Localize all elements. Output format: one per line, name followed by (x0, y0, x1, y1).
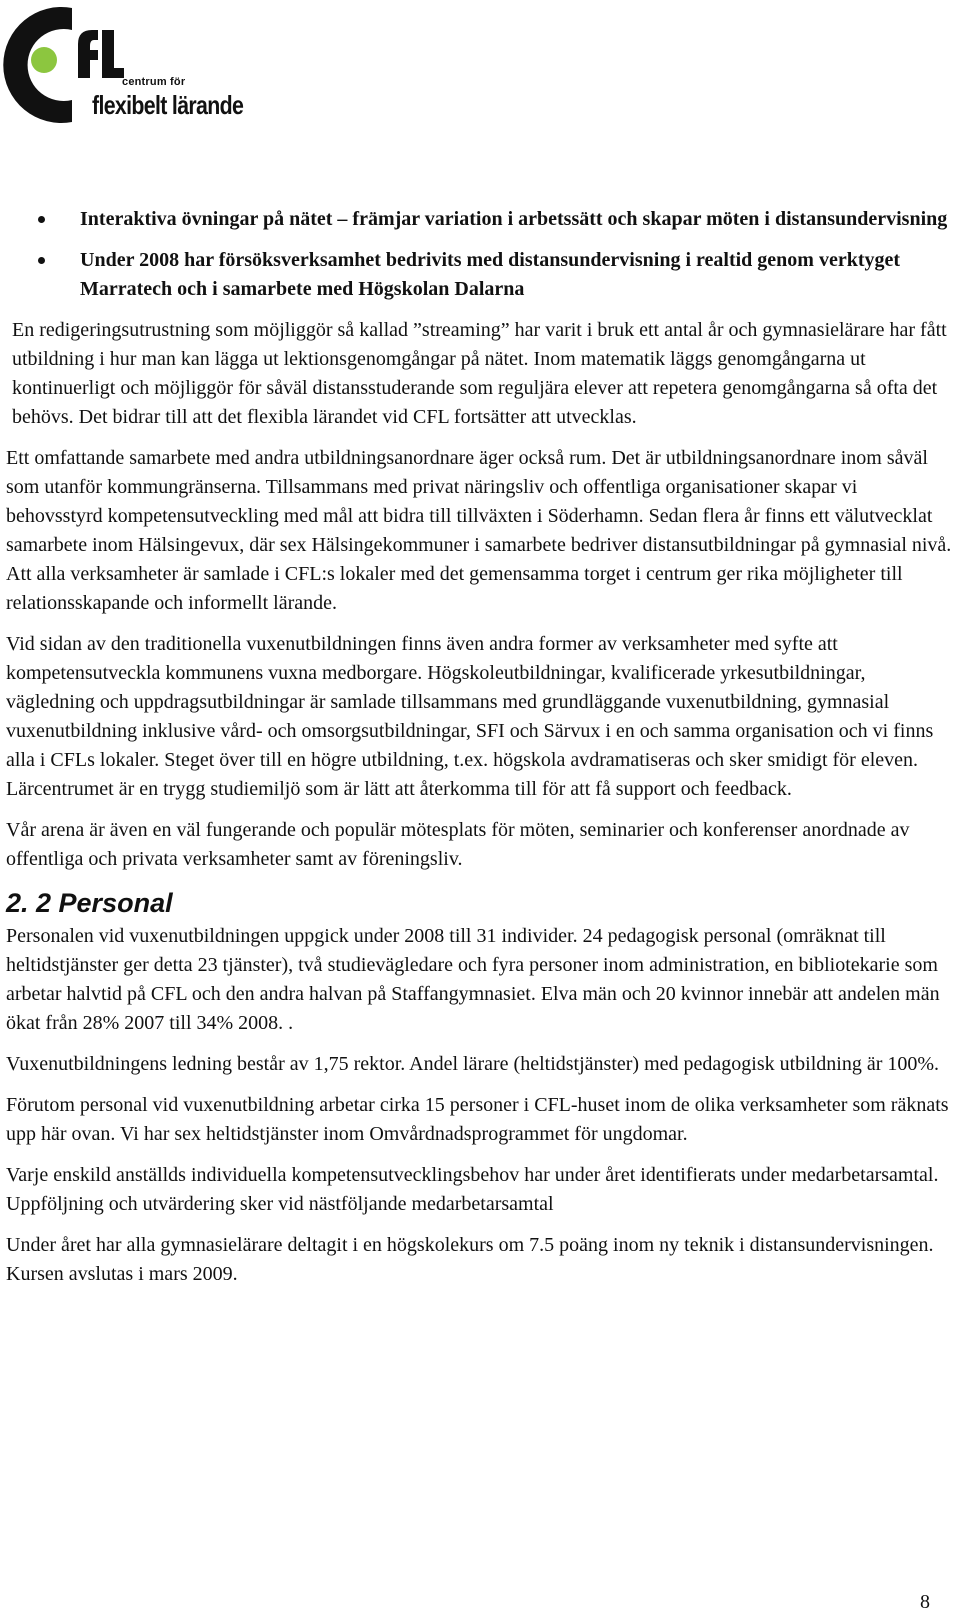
paragraph: Personalen vid vuxenutbildningen uppgick under 2008 till 31 individer. 24 pedagogisk personal (omräknat till heltidstjänster ger detta 23 tjänster), två studievägledare och fyra personer inom administration, en bibliotekarie som arbetar halvtid på CFL och den andra halvan på Staffangymnasiet. Elva män och 20 kvinnor innebär att andelen män ökat från 28% 2007 till 34% 2008. . (6, 925, 940, 1034)
paragraph: Under året har alla gymnasielärare deltagit i en högskolekurs om 7.5 poäng inom ny teknik i distansundervisningen. Kursen avslutas i mars 2009. (6, 1234, 934, 1285)
page-number: 8 (920, 1591, 930, 1613)
bullet-text: Interaktiva övningar på nätet – främjar variation i arbetssätt och skapar möten i distansundervisning (80, 208, 948, 230)
bullet-dot-icon (38, 257, 45, 264)
bullet-list (6, 205, 956, 304)
paragraph: Varje enskild anställds individuella kompetensutvecklingsbehov har under året identifierats under medarbetarsamtal. Uppföljning och utvärdering sker vid nästföljande medarbetarsamtal (6, 1164, 939, 1215)
logo-subtitle: centrum för (122, 76, 186, 88)
paragraph: Förutom personal vid vuxenutbildning arbetar cirka 15 personer i CFL-huset inom de olika verksamheter som räknats upp här ovan. Vi har sex heltidstjänster inom Omvårdnadsprogrammet för ungdomar. (6, 1094, 949, 1145)
section-heading: 2. 2 Personal (6, 888, 173, 918)
paragraph: Vid sidan av den traditionella vuxenutbildningen finns även andra former av verksamheter med syfte att kompetensutveckla kommunens vuxna medborgare. Högskoleutbildningar, kvalificerade yrkesutbildningar, vägledning och uppdragsutbildningar är samlade tillsammans med grundläggande vuxenutbildning, gymnasial vuxenutbildning inklusive vård- och omsorgsutbildningar, SFI och Särvux i en och samma organisation och vi finns alla i CFLs lokaler. Steget över till en högre utbildning, t.ex. högskola avdramatiseras och sker smidigt för eleven. Lärcentrumet är en trygg studiemiljö som är lätt att återkomma till för att få support och feedback. (6, 633, 934, 800)
bullet-text: Under 2008 har försöksverksamhet bedrivits med distansundervisning i realtid genom verktyget Marratech och i samarbete med Högskolan Dalarna (80, 249, 901, 300)
cfl-logo (0, 0, 270, 130)
bullet-dot-icon (38, 216, 45, 223)
paragraph: Vuxenutbildningens ledning består av 1,75 rektor. Andel lärare (heltidstjänster) med pedagogisk utbildning är 100%. (6, 1053, 940, 1075)
paragraph: Ett omfattande samarbete med andra utbildningsanordnare äger också rum. Det är utbildningsanordnare inom såväl som utanför kommungränserna. Tillsammans med privat näringsliv och offentliga organisationer skapar vi behovsstyrd kompetensutveckling med mål att bidra till tillväxten i Söderhamn. Sedan flera år finns ett välutvecklat samarbete inom Hälsingevux, där sex Hälsingekommuner i samarbete bedriver distansutbildningar på gymnasial nivå. Att alla verksamheter är samlade i CFL:s lokaler med det gemensamma torget i centrum ger rika möjligheter till relationsskapande och informellt lärande. (6, 447, 952, 614)
paragraph: Vår arena är även en väl fungerande och populär mötesplats för möten, seminarier och konferenser anordnade av offentliga och privata verksamheter samt av föreningsliv. (6, 819, 910, 870)
paragraph: En redigeringsutrustning som möjliggör så kallad ”streaming” har varit i bruk ett antal år och gymnasielärare har fått utbildning i hur man kan lägga ut lektionsgenomgångar på nätet. Inom matematik läggs genomgångarna ut kontinuerligt och möjliggör för såväl distansstuderande som reguljära elever att repetera genomgångarna så ofta det behövs. Det bidrar till att det flexibla lärandet vid CFL fortsätter att utvecklas. (12, 319, 947, 428)
document-body (6, 205, 956, 1301)
logo-title: flexibelt lärande (92, 90, 244, 120)
bullet-item (6, 246, 956, 304)
bullet-item (6, 205, 956, 234)
